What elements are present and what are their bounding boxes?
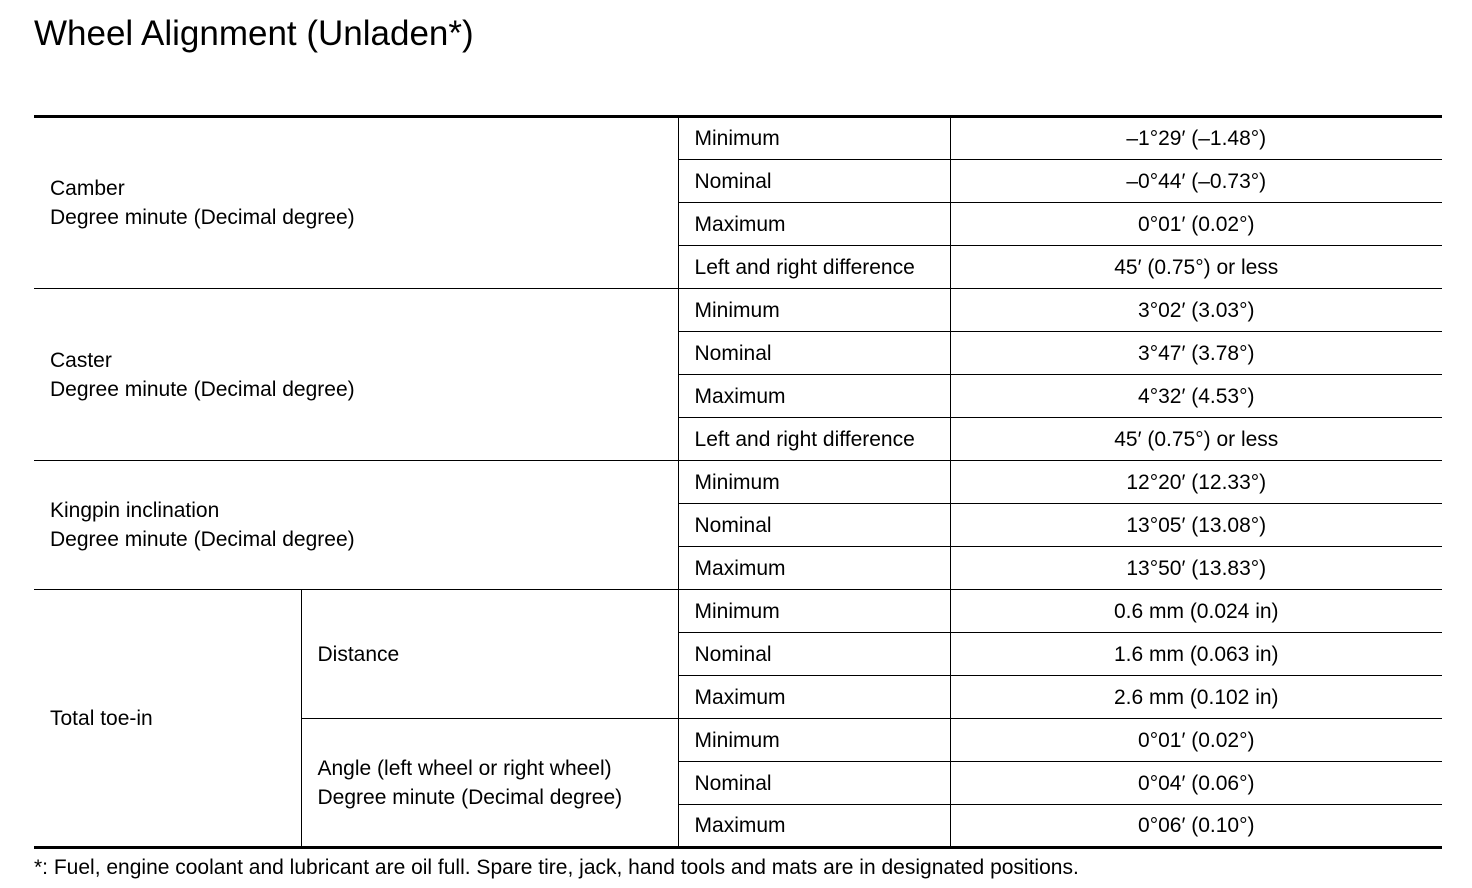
spec-value: 0°04′ (0.06°) (950, 762, 1442, 805)
spec-value: 13°50′ (13.83°) (950, 547, 1442, 590)
spec-label: Nominal (678, 762, 950, 805)
table-row (34, 590, 1442, 633)
wheel-alignment-table (34, 115, 1442, 849)
toe-in-distance-cell (301, 590, 678, 719)
spec-label: Minimum (678, 117, 950, 160)
spec-label: Minimum (678, 461, 950, 504)
kingpin-unit: Degree minute (Decimal degree) (50, 528, 355, 551)
spec-value: 0°01′ (0.02°) (950, 719, 1442, 762)
spec-value: 45′ (0.75°) or less (950, 246, 1442, 289)
spec-label: Maximum (678, 203, 950, 246)
spec-value: –0°44′ (–0.73°) (950, 160, 1442, 203)
spec-value: 12°20′ (12.33°) (950, 461, 1442, 504)
spec-value: 3°02′ (3.03°) (950, 289, 1442, 332)
spec-value: 2.6 mm (0.102 in) (950, 676, 1442, 719)
kingpin-name: Kingpin inclination (50, 499, 220, 522)
spec-label: Nominal (678, 332, 950, 375)
camber-name: Camber (50, 177, 125, 200)
spec-label: Minimum (678, 719, 950, 762)
spec-value: 1.6 mm (0.063 in) (950, 633, 1442, 676)
spec-value: 4°32′ (4.53°) (950, 375, 1442, 418)
toe-in-distance-name: Distance (317, 642, 400, 666)
spec-value: –1°29′ (–1.48°) (950, 117, 1442, 160)
spec-value: 0.6 mm (0.024 in) (950, 590, 1442, 633)
spec-label: Left and right difference (678, 246, 950, 289)
camber-parameter-cell (34, 117, 678, 289)
spec-label: Maximum (678, 805, 950, 848)
page-title: Wheel Alignment (Unladen*) (34, 14, 474, 53)
spec-label: Nominal (678, 504, 950, 547)
toe-in-angle-cell (301, 719, 678, 848)
spec-label: Nominal (678, 160, 950, 203)
caster-parameter-cell (34, 289, 678, 461)
spec-label: Maximum (678, 676, 950, 719)
caster-name: Caster (50, 348, 112, 372)
spec-label: Maximum (678, 375, 950, 418)
spec-label: Minimum (678, 289, 950, 332)
spec-value: 0°06′ (0.10°) (950, 805, 1442, 848)
camber-unit: Degree minute (Decimal degree) (50, 206, 355, 229)
footnote: *: Fuel, engine coolant and lubricant are oil full. Spare tire, jack, hand tools and mats are in designated positions. (34, 856, 1079, 879)
spec-label: Left and right difference (678, 418, 950, 461)
spec-value: 3°47′ (3.78°) (950, 332, 1442, 375)
toe-in-name: Total toe-in (50, 706, 153, 730)
toe-in-angle-unit: Degree minute (Decimal degree) (317, 785, 623, 809)
spec-label: Minimum (678, 590, 950, 633)
table-row (34, 289, 1442, 332)
spec-value: 45′ (0.75°) or less (950, 418, 1442, 461)
spec-label: Nominal (678, 633, 950, 676)
table-row (34, 461, 1442, 504)
toe-in-parameter-cell (34, 590, 301, 848)
spec-value: 13°05′ (13.08°) (950, 504, 1442, 547)
toe-in-angle-name: Angle (left wheel or right wheel) (317, 756, 612, 780)
table-row (34, 117, 1442, 160)
caster-unit: Degree minute (Decimal degree) (50, 377, 355, 401)
spec-label: Maximum (678, 547, 950, 590)
kingpin-parameter-cell (34, 461, 678, 590)
spec-value: 0°01′ (0.02°) (950, 203, 1442, 246)
